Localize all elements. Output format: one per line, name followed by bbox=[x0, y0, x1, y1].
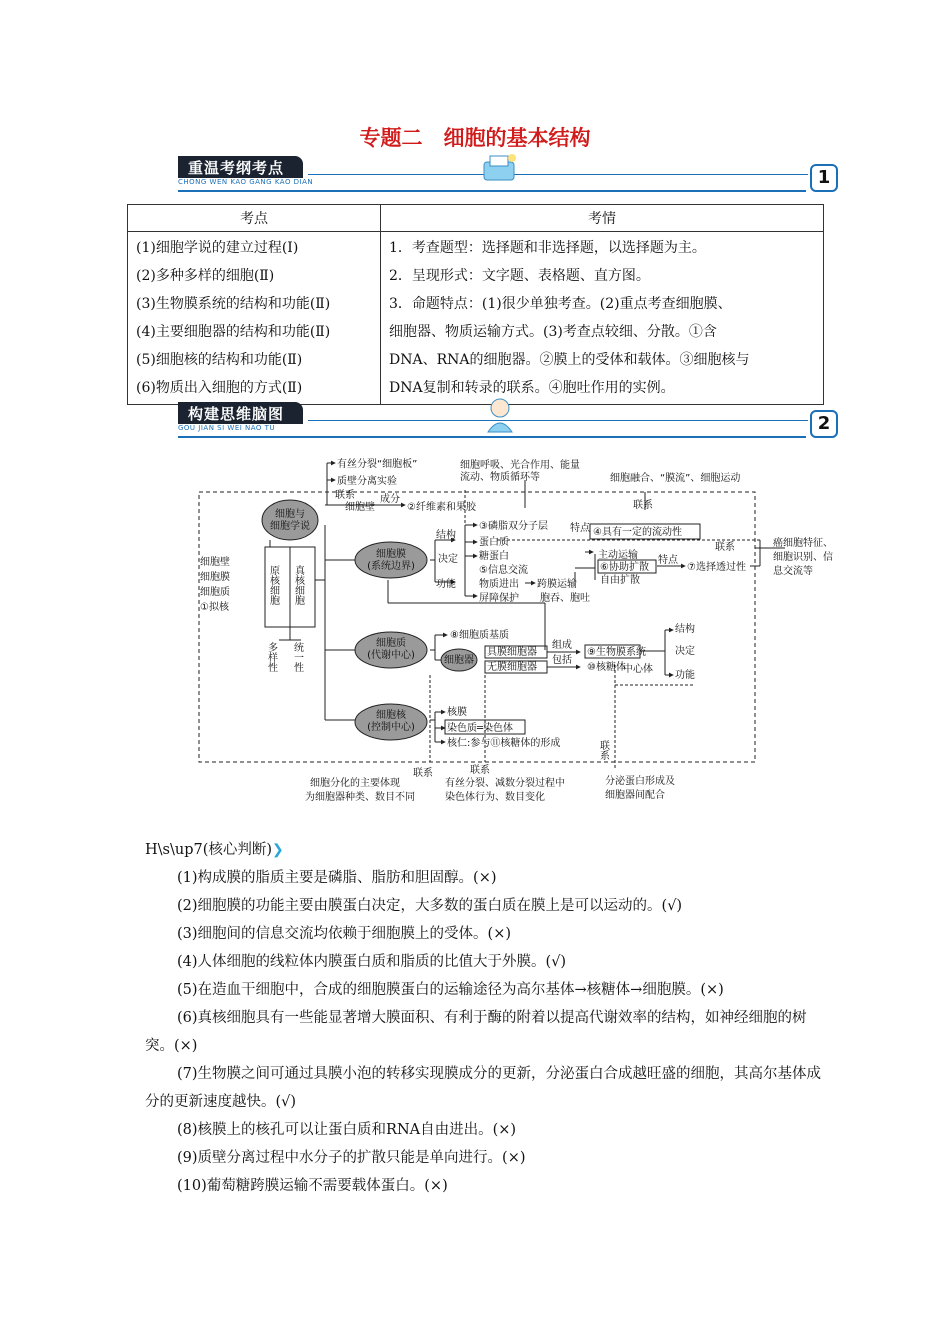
label: 有丝分裂“细胞板” bbox=[337, 459, 418, 470]
label: ①拟核 bbox=[200, 602, 229, 613]
label: 联系 bbox=[633, 500, 653, 511]
list-item: 3．命题特点：(1)很少单独考查。(2)重点考查细胞膜、 bbox=[389, 296, 732, 312]
label: ⑩核糖体 bbox=[587, 662, 626, 673]
section-pinyin: CHONG WEN KAO GANG KAO DIAN bbox=[178, 178, 314, 186]
list-item: DNA、RNA的细胞器。②膜上的受体和载体。③细胞核与 bbox=[389, 352, 750, 368]
label: 糖蛋白 bbox=[479, 551, 509, 562]
label: 流动、物质循环等 bbox=[460, 472, 540, 483]
label: 染色体行为、数目变化 bbox=[445, 792, 545, 803]
label: (控制中心) bbox=[367, 722, 415, 733]
label: ⑥协助扩散 bbox=[600, 562, 649, 573]
table-header: 考情 bbox=[381, 205, 824, 232]
label: 联系 bbox=[715, 542, 735, 553]
list-item: (8)核膜上的核孔可以让蛋白质和RNA自由进出。(×) bbox=[177, 1122, 517, 1138]
table-header: 考点 bbox=[128, 205, 381, 232]
label: 细胞学说 bbox=[270, 521, 310, 532]
label: 跨膜运输 bbox=[537, 579, 577, 590]
list-item: (6)物质出入细胞的方式(Ⅱ) bbox=[136, 380, 303, 396]
section-banner-2 bbox=[178, 402, 838, 438]
label: 联系 bbox=[413, 768, 433, 779]
label: 细胞融合、“膜流”、细胞运动 bbox=[610, 473, 741, 484]
label: ⑧细胞质基质 bbox=[450, 630, 509, 641]
student-icon bbox=[478, 394, 522, 434]
label: 包括 bbox=[552, 655, 572, 666]
section-number: 2 bbox=[810, 410, 838, 438]
label: 细胞识别、信 bbox=[773, 552, 833, 563]
label: ②纤维素和果胶 bbox=[407, 502, 476, 513]
list-item: (6)真核细胞具有一些能显著增大膜面积、有利于酶的附着以提高代谢效率的结构，如神经细胞的树突。(×) bbox=[145, 1010, 807, 1054]
label: 分泌蛋白形成及 bbox=[605, 776, 675, 787]
label: 细胞与 bbox=[275, 509, 305, 520]
label: 功能 bbox=[675, 670, 695, 681]
section-banner-bar bbox=[178, 402, 303, 424]
cell-theory-node bbox=[262, 500, 318, 540]
label: 决定 bbox=[675, 646, 695, 657]
books-icon bbox=[478, 148, 522, 188]
label: ⑤信息交流 bbox=[479, 565, 528, 576]
label: 细胞质 bbox=[376, 638, 406, 649]
label: ⑨生物膜系统 bbox=[587, 647, 646, 658]
label: 息交流等 bbox=[773, 566, 813, 577]
label: 结构 bbox=[436, 530, 456, 541]
label: 细胞器 bbox=[444, 655, 474, 666]
heading-text: H\s\up7(核心判断) bbox=[145, 842, 273, 858]
label: 组成 bbox=[552, 640, 572, 651]
label: 癌细胞特征、 bbox=[773, 538, 833, 549]
divider bbox=[308, 174, 808, 175]
list-item: (2)细胞膜的功能主要由膜蛋白决定，大多数的蛋白质在膜上是可以运动的。(√) bbox=[177, 898, 683, 914]
exam-points-table bbox=[127, 204, 824, 405]
points-cell bbox=[128, 232, 381, 405]
label: 有丝分裂、减数分裂过程中 bbox=[445, 778, 565, 789]
list-item: 细胞器、物质运输方式。(3)考查点较细、分散。①含 bbox=[389, 324, 717, 340]
label: ③磷脂双分子层 bbox=[479, 521, 548, 532]
label: 结构 bbox=[675, 624, 695, 635]
label: 成分 bbox=[380, 494, 400, 505]
list-item: (5)细胞核的结构和功能(Ⅱ) bbox=[136, 352, 303, 368]
list-item: (5)在造血干细胞中，合成的细胞膜蛋白的运输途径为高尔基体→核糖体→细胞膜。(×) bbox=[177, 982, 724, 998]
label: 联系 bbox=[335, 490, 355, 501]
list-item: (2)多种多样的细胞(Ⅱ) bbox=[136, 268, 275, 284]
label: (系统边界) bbox=[367, 561, 415, 572]
label: ⑦选择透过性 bbox=[687, 562, 746, 573]
label: 细胞分化的主要体现 bbox=[310, 778, 400, 789]
label: 细胞呼吸、光合作用、能量 bbox=[460, 460, 580, 471]
label: 物质进出 bbox=[479, 579, 519, 590]
label: (代谢中心) bbox=[367, 650, 415, 661]
section-heading bbox=[145, 836, 825, 864]
label: 染色质═染色体 bbox=[447, 723, 514, 734]
label: 质壁分离实验 bbox=[337, 476, 397, 487]
list-item: (10)葡萄糖跨膜运输不需要载体蛋白。(×) bbox=[177, 1178, 448, 1194]
label: 细胞膜 bbox=[200, 572, 230, 583]
label: 具膜细胞器 bbox=[487, 647, 537, 658]
list-item: (1)构成膜的脂质主要是磷脂、脂肪和胆固醇。(×) bbox=[177, 870, 497, 886]
list-item: 1．考查题型：选择题和非选择题，以选择题为主。 bbox=[389, 240, 706, 256]
list-item: (7)生物膜之间可通过具膜小泡的转移实现膜成分的更新，分泌蛋白合成越旺盛的细胞，其高尔基体成分的更新速度越快。(√) bbox=[145, 1066, 822, 1110]
label: 细胞壁 bbox=[200, 557, 230, 568]
label: 细胞膜 bbox=[376, 549, 406, 560]
list-item: (3)细胞间的信息交流均依赖于细胞膜上的受体。(×) bbox=[177, 926, 512, 942]
section-label: 构建思维脑图 bbox=[188, 405, 285, 423]
label: 为细胞器种类、数目不同 bbox=[305, 792, 415, 803]
page-title: 专题二 细胞的基本结构 bbox=[359, 126, 591, 150]
label: 细胞核 bbox=[376, 710, 406, 721]
label: 自由扩散 bbox=[600, 575, 640, 586]
section-pinyin: GOU JIAN SI WEI NAO TU bbox=[178, 424, 276, 432]
label: 蛋白质 bbox=[479, 537, 509, 548]
section-number: 1 bbox=[810, 164, 838, 192]
situation-cell bbox=[381, 232, 824, 405]
divider bbox=[178, 190, 806, 192]
list-item: (1)细胞学说的建立过程(Ⅰ) bbox=[136, 240, 299, 256]
membrane-node bbox=[355, 542, 427, 578]
arrow-icon: ❯ bbox=[272, 842, 284, 858]
label: 决定 bbox=[438, 554, 458, 565]
list-item: DNA复制和转录的联系。④胞吐作用的实例。 bbox=[389, 380, 675, 396]
label: 中心体 bbox=[623, 664, 653, 675]
label: 细胞壁 bbox=[345, 502, 375, 513]
label: 核膜 bbox=[447, 707, 467, 718]
label: 联系 bbox=[597, 740, 609, 760]
mind-map-diagram bbox=[195, 450, 845, 810]
list-item: (3)生物膜系统的结构和功能(Ⅱ) bbox=[136, 296, 331, 312]
label: 特点 bbox=[570, 523, 590, 534]
label: 原核细胞 bbox=[267, 565, 279, 605]
label: 细胞器间配合 bbox=[605, 790, 665, 801]
label: 核仁:参与⑪核糖体的形成 bbox=[447, 738, 561, 749]
label: 主动运输 bbox=[598, 550, 638, 561]
label: 统一性 bbox=[291, 642, 303, 672]
divider bbox=[308, 420, 808, 421]
label: 细胞质 bbox=[200, 587, 230, 598]
label: 屏障保护 bbox=[479, 593, 519, 604]
list-item: (4)主要细胞器的结构和功能(Ⅱ) bbox=[136, 324, 331, 340]
section-label: 重温考纲考点 bbox=[188, 159, 285, 177]
label: 胞吞、胞吐 bbox=[540, 593, 590, 604]
core-judgement-section bbox=[145, 836, 825, 1200]
section-banner-bar bbox=[178, 156, 303, 178]
label: 真核细胞 bbox=[292, 565, 304, 605]
section-banner-1 bbox=[178, 156, 838, 192]
list-item: (9)质壁分离过程中水分子的扩散只能是单向进行。(×) bbox=[177, 1150, 526, 1166]
divider bbox=[178, 436, 806, 438]
label: 特点 bbox=[658, 555, 678, 566]
label: ④具有一定的流动性 bbox=[593, 527, 682, 538]
label: 多样性 bbox=[265, 642, 277, 672]
label: 无膜细胞器 bbox=[487, 662, 537, 673]
label: 功能 bbox=[436, 579, 456, 590]
list-item: 2．呈现形式：文字题、表格题、直方图。 bbox=[389, 268, 650, 284]
list-item: (4)人体细胞的线粒体内膜蛋白质和脂质的比值大于外膜。(√) bbox=[177, 954, 567, 970]
label: 联系 bbox=[470, 765, 490, 776]
